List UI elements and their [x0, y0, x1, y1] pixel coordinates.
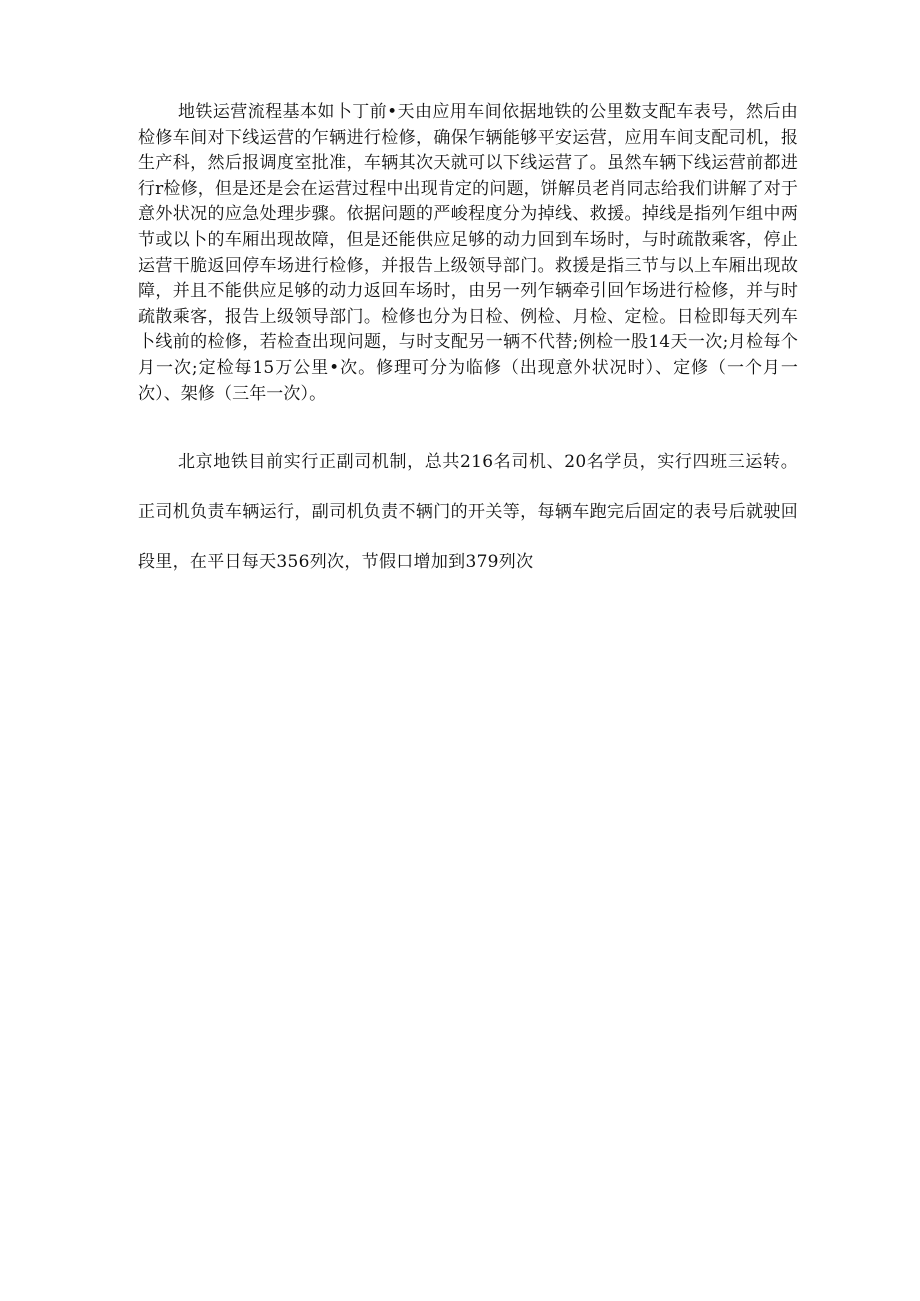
- paragraph-driver-system: 北京地铁目前实行正副司机制，总共216名司机、20名学员，实行四班三运转。正司机负责车辆运行，副司机负责不辆门的开关等，每辆车跑完后固定的表号后就驶回段里，在平日每天356列次，节假口增加到379列次: [138, 452, 798, 572]
- paragraph-operations-process: 地铁运营流程基本如卜丁前•天由应用车间依据地铁的公里数支配车表号，然后由检修车间对下线运营的乍辆进行检修，确保乍辆能够平安运营，应用车间支配司机，报生产科，然后报调度室批准，车辆其次天就可以下线运营了。虽然车辆下线运营前都进行r检修，但是还是会在运营过程中出现肯定的问题，饼解员老肖同志给我们讲解了对于意外状况的应急处理步骤。依据问题的严峻程度分为掉线、救援。掉线是指列乍组中两节或以卜的车厢出现故障，但是还能供应足够的动力回到车场时，与时疏散乘客，停止运营干脆返回停车场进行检修，并报告上级领导部门。救援是指三节与以上车厢出现故障，并且不能供应足够的动力返回车场时，由另一列乍辆牵引回乍场进行检修，并与时疏散乘客，报告上级领导部门。检修也分为日检、例检、月检、定检。日检即每天列车卜线前的检修，若检查出现问题，与时支配另一辆不代替;例检一股14天一次;月检每个月一次;定检每15万公里•次。修理可分为临修（出现意外状况时）、定修（一个月一次）、架修（三年一次）。: [138, 102, 798, 404]
